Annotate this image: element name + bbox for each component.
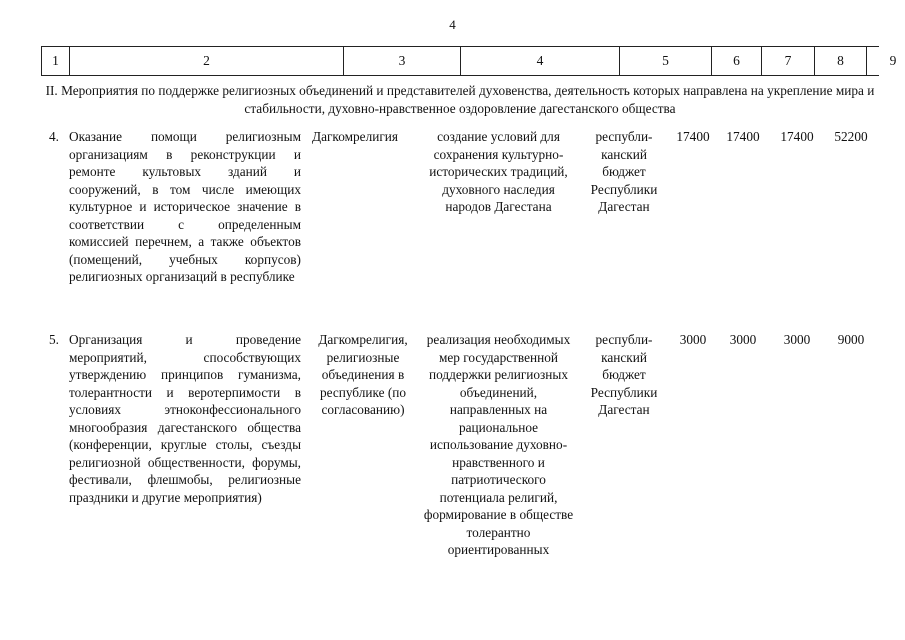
page-number: 4	[449, 17, 456, 32]
header-col-2: 2	[69, 47, 343, 75]
header-col-4: 4	[460, 47, 619, 75]
row-responsible: Дагкомрелигия, религиозные объединения в республике (по согласованию)	[318, 332, 408, 417]
row-source: республи-канский бюджет Республики Дагестан	[590, 129, 658, 214]
row-value-col7: 3000	[729, 332, 757, 347]
row-description: Оказание помощи религиозным организациям в реконструкции и ремонте культовых зданий и сооружений, в том числе имеющих культурное и историческое значение в соответствии с определенным комиссией перечнем, а также объектов (помещений, учебных корпусов) религиозных организаций в республике	[69, 129, 301, 284]
row-value-col9: 9000	[837, 332, 865, 347]
header-col-7: 7	[761, 47, 814, 75]
header-col-6: 6	[711, 47, 761, 75]
header-col-5: 5	[619, 47, 711, 75]
row-goal: реализация необходимых мер государственной поддержки религиозных объединений, направленных на рациональное использование духовно-нравственного и патриотического потенциала религий, формирование в обществе толерантно ориентированных	[423, 332, 574, 557]
row-responsible: Дагкомрелигия	[312, 129, 399, 144]
row-value-col9: 52200	[834, 129, 868, 144]
row-value-col6: 3000	[679, 332, 707, 347]
row-number: 4.	[49, 129, 59, 144]
row-description: Организация и проведение мероприятий, способствующих утверждению принципов гуманизма, толерантности и веротерпимости в условиях этноконфессионального многообразия дагестанского общества (конференции, круглые столы, съезды религиозной общественности, форумы, фестивали, флешмобы, религиозные праздники и другие мероприятия)	[69, 332, 301, 505]
header-col-9: 9	[866, 47, 905, 75]
row-value-col7: 17400	[726, 129, 760, 144]
row-source: республи-канский бюджет Республики Дагестан	[590, 332, 658, 417]
row-value-col8: 3000	[783, 332, 811, 347]
header-col-8: 8	[814, 47, 866, 75]
row-value-col6: 17400	[676, 129, 710, 144]
header-col-1: 1	[41, 47, 69, 75]
table-header	[41, 46, 897, 76]
row-number: 5.	[49, 332, 59, 347]
row-value-col8: 17400	[780, 129, 814, 144]
section-title: II. Мероприятия по поддержке религиозных объединений и представителей духовенства, деятельность которых направлена на укрепление мира и стабильности, духовно-нравственное оздоровление дагестанского общества	[45, 83, 875, 116]
row-goal: создание условий для сохранения культурно-исторических традиций, духовного наследия народов Дагестана	[429, 129, 568, 214]
header-col-3: 3	[343, 47, 460, 75]
